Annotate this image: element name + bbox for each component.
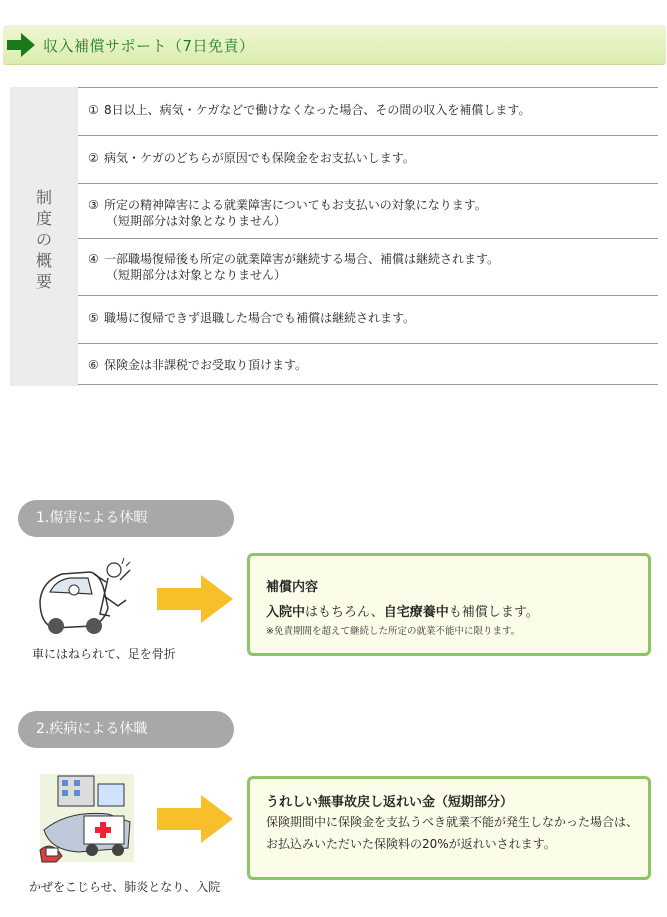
case1-coverage-box	[247, 553, 651, 656]
item-text: 職場に復帰できず退職した場合でも補償は継続されます。	[104, 311, 416, 325]
item-number: ⑤	[88, 311, 99, 325]
item-text: 病気・ケガのどちらが原因でも保険金をお支払いします。	[104, 151, 415, 165]
overview-item	[78, 135, 658, 183]
overview-list	[78, 87, 658, 385]
line-text: も補償します。	[448, 605, 539, 620]
yellow-arrow-icon	[157, 575, 233, 623]
section-title: 収入補償サポート（7日免責）	[43, 37, 255, 55]
case2-box-title: うれしい無事故戻し返れい金（短期部分）	[266, 795, 514, 810]
case1-caption: 車にはねられて、足を骨折	[32, 647, 176, 661]
case2-pill: 2.疾病による休職	[18, 711, 234, 748]
case1-box-line	[266, 601, 648, 620]
item-number: ⑥	[88, 358, 99, 372]
hospitalized-label: 入院中	[266, 605, 306, 620]
item-text: 8日以上、病気・ケガなどで働けなくなった場合、その間の収入を補償します。	[104, 103, 531, 117]
overview-item	[78, 343, 658, 385]
case1-box-title: 補償内容	[266, 580, 319, 595]
overview-item	[78, 238, 658, 295]
item-number: ②	[88, 151, 99, 165]
case1-box-note: ※免責期間を超えて継続した所定の就業不能中に限ります。	[266, 626, 521, 637]
hospital-illustration	[38, 770, 136, 866]
overview-item	[78, 183, 658, 238]
case1-pill: 1.傷害による休暇	[18, 500, 234, 537]
overview-item	[78, 87, 658, 135]
section-header	[3, 25, 666, 65]
item-text: 所定の精神障害による就業障害についてもお支払いの対象になります。	[104, 198, 487, 212]
item-subtext: （短期部分は対象となりません）	[106, 214, 287, 228]
overview-side-label: 制 度 の 概 要	[35, 188, 52, 291]
car-accident-illustration	[34, 556, 134, 638]
overview-item	[78, 295, 658, 343]
case2-refund-box	[247, 776, 651, 880]
item-subtext: （短期部分は対象となりません）	[106, 268, 287, 282]
green-arrow-icon	[7, 33, 35, 57]
item-text: 保険金は非課税でお受取り頂けます。	[104, 358, 308, 372]
item-text: 一部職場復帰後も所定の就業障害が継続する場合、補償は継続されます。	[104, 252, 500, 266]
item-number: ③	[88, 198, 99, 212]
item-number: ①	[88, 103, 99, 117]
line-text: はもちろん、	[305, 605, 384, 620]
yellow-arrow-icon	[157, 795, 233, 843]
case2-box-paragraph: 保険期間中に保険金を支払うべき就業不能が発生しなかった場合は、お払込みいただいた保険料の20%が返れいされます。	[266, 815, 639, 851]
overview-side-label-box	[10, 87, 78, 386]
item-number: ④	[88, 252, 99, 266]
home-care-label: 自宅療養中	[383, 605, 449, 620]
case2-caption: かぜをこじらせ、肺炎となり、入院	[29, 880, 221, 894]
